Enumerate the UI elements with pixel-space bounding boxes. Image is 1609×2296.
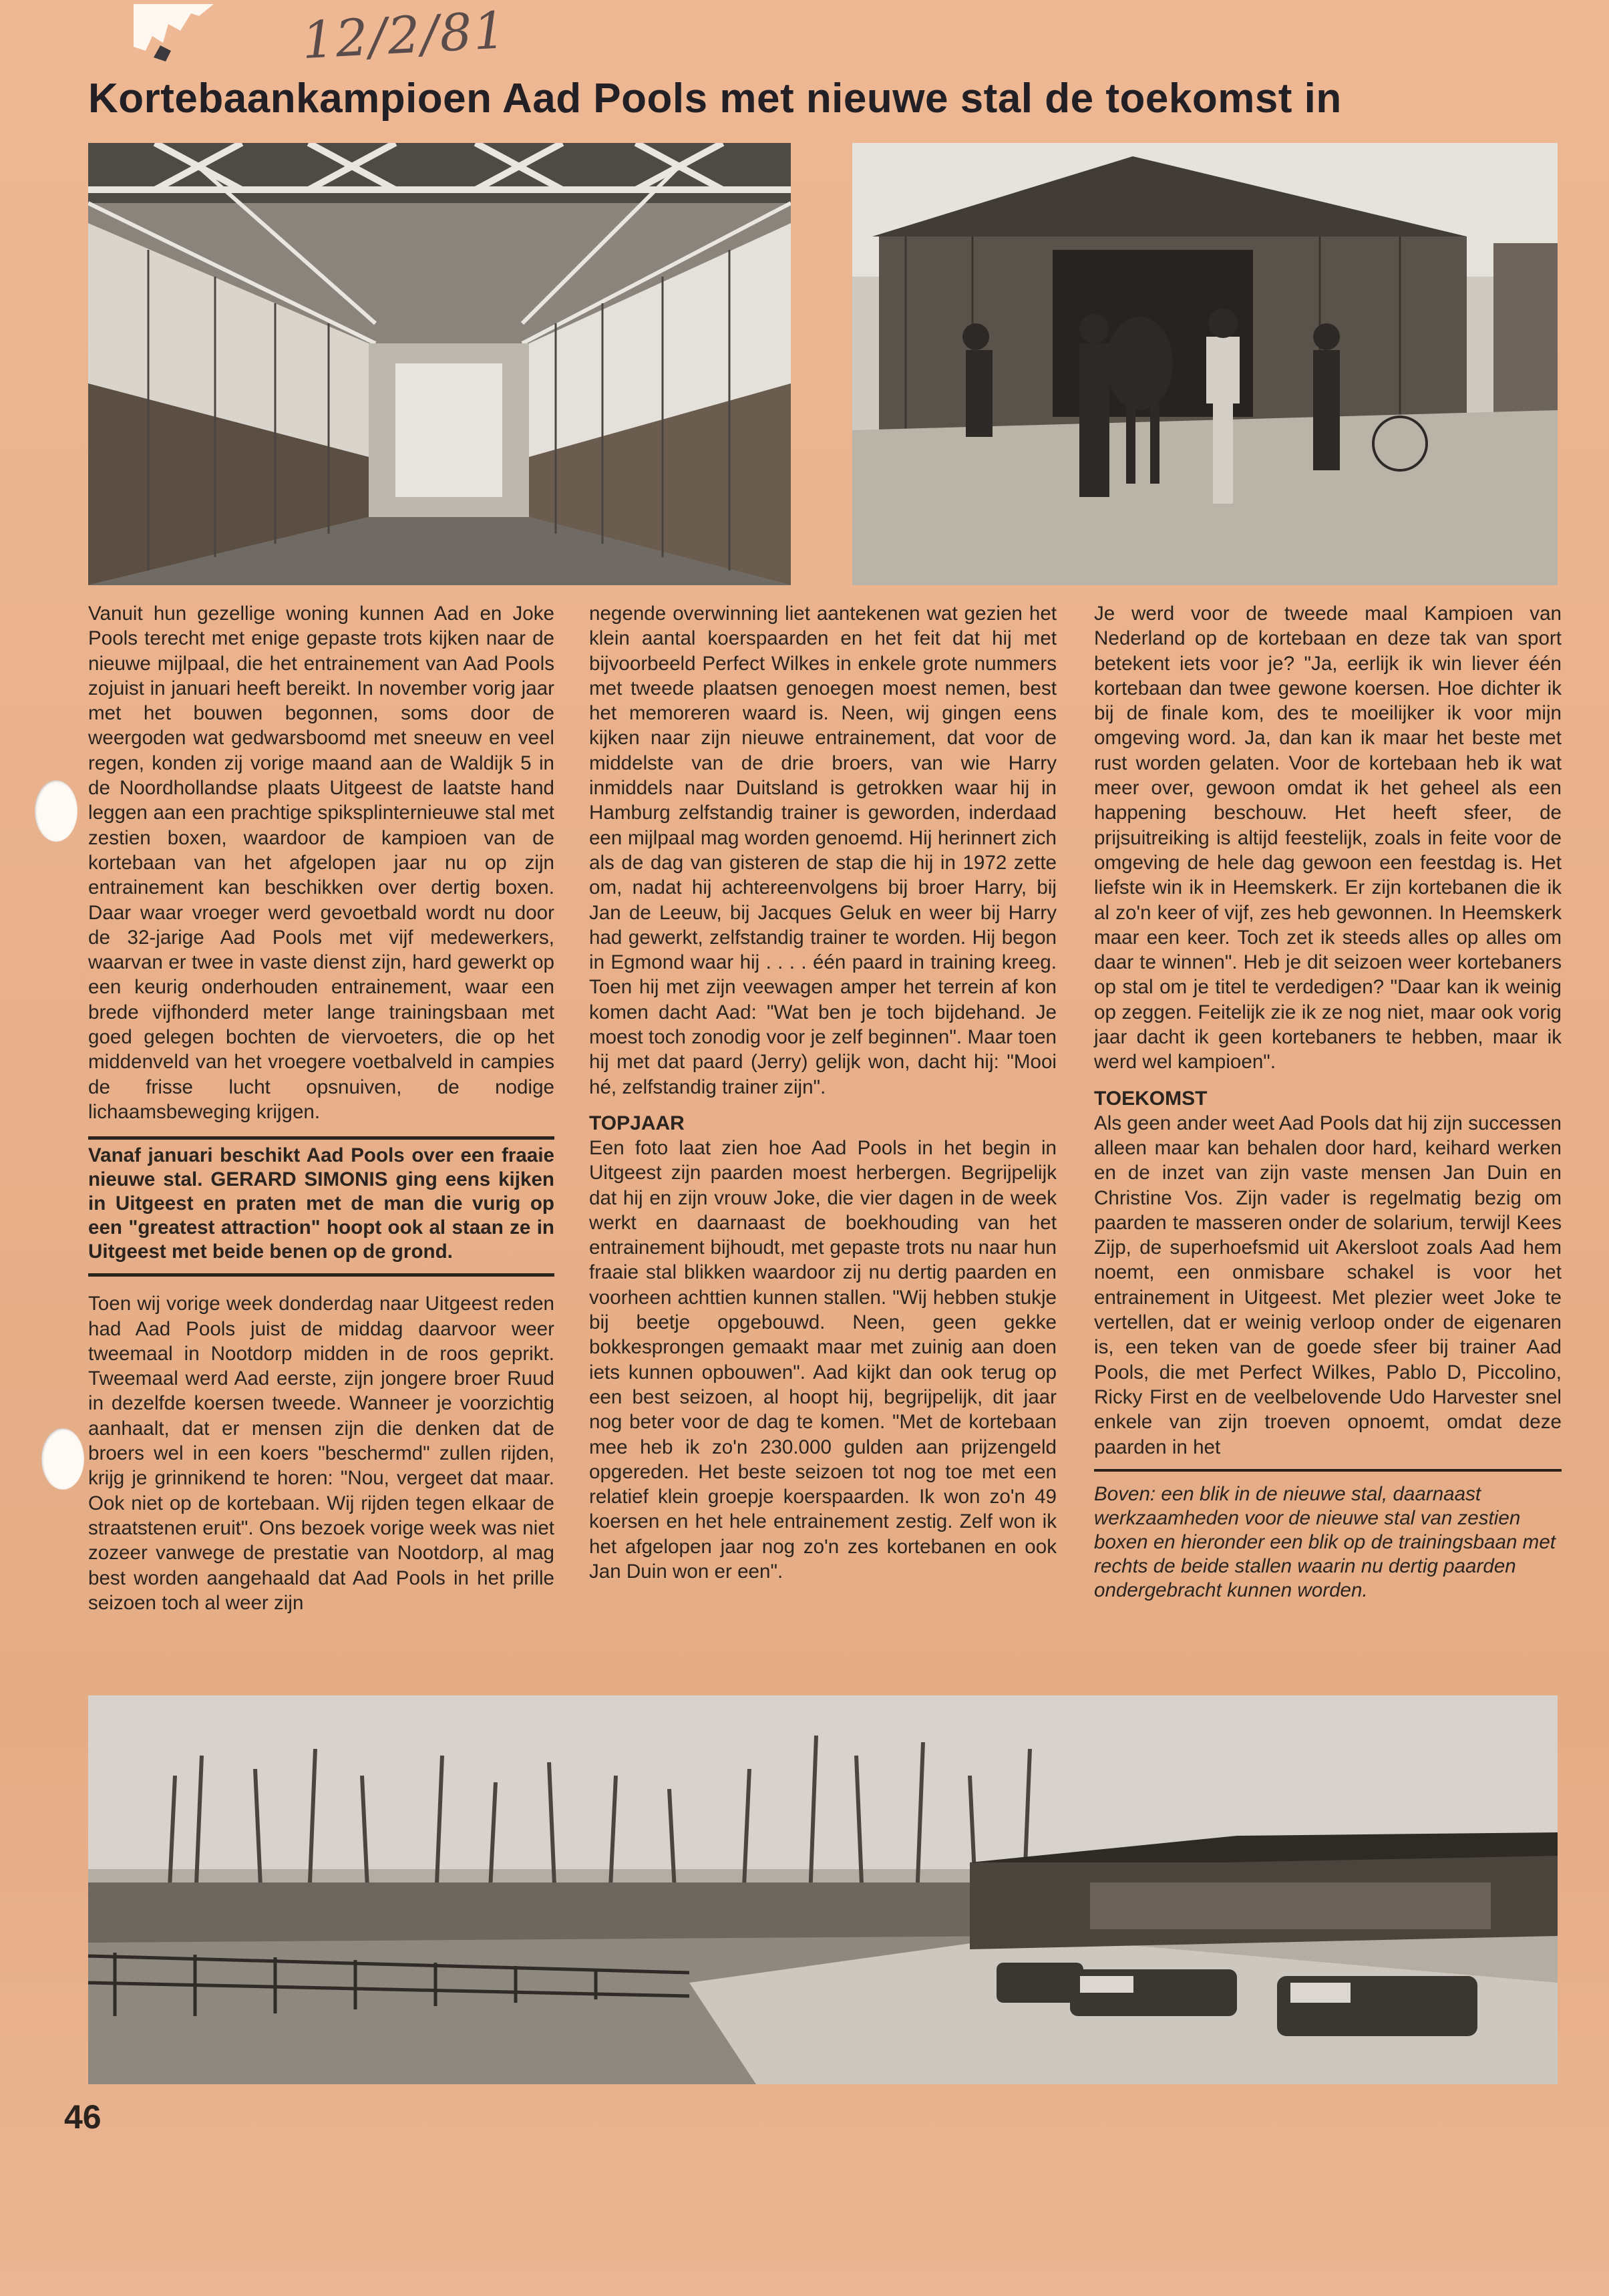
section-heading-toekomst: TOEKOMST bbox=[1094, 1087, 1208, 1110]
article-paragraph: Een foto laat zien hoe Aad Pools in het begin in Uitgeest zijn paarden moest herbergen. Begrijpelijk dat hij en zijn vrouw Joke, die vier dagen in de week werkt en daarnaast de boekhouding van het entrainement bijhoudt, met gepaste trots nu naar hun fraaie stal blikken waardoor zij nu dertig paarden en voorheen achttien kunnen stallen. "Wij hebben stukje bij beetje opgebouwd. Neen, geen gekke bokkesprongen gemaakt maar met zuinig aan doen iets kunnen opbouwen". Aad kijkt dan ook terug op een best seizoen, al hoopt hij, begrijpelijk, dit jaar nog beter voor de dag te komen. "Met de kortebaan mee heb ik zo'n 230.000 gulden aan prijzengeld opgereden. Het beste seizoen tot nog toe met een relatief klein groepje koerspaarden. Ik won zo'n 49 koersen en het hele entrainement zestig. Zelf won ik het afgelopen jaar nog zo'n zes kortebanen en ook Jan Duin won er een". bbox=[589, 1136, 1057, 1583]
stable-interior-photo bbox=[88, 143, 791, 585]
stable-construction-photo bbox=[852, 143, 1558, 585]
section-heading-topjaar: TOPJAAR bbox=[589, 1112, 685, 1134]
article-column-3 bbox=[1094, 601, 1562, 1603]
article-paragraph: negende overwinning liet aantekenen wat gezien het klein aantal koerspaarden en het feit dat hij met bijvoorbeeld Perfect Wilkes in enkele grote nummers met tweede plaatsen genoegen moest nemen, best het memoreren waard is. Neen, wij gingen eens kijken naar zijn nieuwe entrainement, dat voor de middelste van de drie broers, van wie Harry inmiddels naar Duitsland is getrokken waar hij in Hamburg zelfstandig trainer is geworden, inderdaad een mijlpaal mag worden genoemd. Hij herinnert zich als de dag van gisteren de stap die hij in 1972 zette om, nadat hij achtereenvolgens bij broer Harry, bij Jan de Leeuw, bij Jacques Geluk en weer bij Harry had gewerkt, zelfstandig trainer te worden. Hij begon in Egmond waar hij . . . . één paard in training kreeg. Toen hij met zijn veewagen amper het terrein af kon komen dacht Aad: "Wat ben je toch bijdehand. Je moest toch zonodig voor je zelf beginnen". Maar toen hij met dat paard (Jerry) gelijk won, dacht hij: "Mooi hé, zelfstandig trainer zijn". bbox=[589, 603, 1057, 1098]
torn-corner bbox=[134, 4, 214, 77]
training-track-photo bbox=[88, 1695, 1558, 2084]
article-column-2 bbox=[589, 601, 1057, 1584]
article-paragraph: Als geen ander weet Aad Pools dat hij zijn successen alleen maar kan behalen door hard, keihard werken en de inzet van zijn vaste mensen Jan Duin en Christine Vos. Zijn vader is regelmatig bezig om paarden te masseren onder de solarium, terwijl Kees Zijp, de superhoefsmid uit Akersloot zoals Aad hem noemt, een onmisbare schakel is voor het entrainement in Uitgeest. Met plezier weet Joke te vertellen, dat er weinig verloop onder de eigenaren is, een teken van de goede sfeer bij trainer Aad Pools, die met Perfect Wilkes, Pablo D, Piccolino, Ricky First en de veelbelovende Udo Harvester snel enkele van zijn troeven opnoemt, omdat deze paarden in het bbox=[1094, 1112, 1562, 1458]
handwritten-date: 12/2/81 bbox=[300, 0, 509, 70]
punch-hole bbox=[41, 1428, 84, 1490]
article-paragraph: Je werd voor de tweede maal Kampioen van Nederland op de kortebaan en deze tak van sport betekent iets voor je? "Ja, eerlijk ik win liever één kortebaan dan twee gewone koersen. Hoe dichter ik bij de finale kom, des te moeilijker ik voor mijn omgeving word. Ja, dan kan ik maar het beste met rust worden gelaten. Voor de kortebaan heb ik wat meer over, gewoon omdat ik het geheel als een happening beschouw. Het heeft sfeer, de prijsuitreiking is altijd feestelijk, zoals in feite voor de omgeving de hele dag gewoon een feestdag is. Het liefste win ik in Heemskerk. Er zijn kortebanen die ik al zo'n keer of vijf, zes heb gewonnen. In Heemskerk maar een keer. Toch zet ik steeds alles op alles om daar te winnen". Heb je dit seizoen weer kortebaners op stal om je titel te verdedigen? "Daar kan ik weinig op zeggen. Feitelijk zie ik ze nog niet, maar ook vorig jaar dacht ik geen kortebaners te hebben, maar ik werd wel kampioen". bbox=[1094, 603, 1562, 1074]
article-title: Kortebaankampioen Aad Pools met nieuwe stal de toekomst in bbox=[88, 75, 1342, 122]
article-paragraph: Vanuit hun gezellige woning kunnen Aad en Joke Pools terecht met enige gepaste trots kijken naar de nieuwe mijlpaal, die het entrainement van Aad Pools zojuist in januari heeft bereikt. In november vorig jaar met het bouwen begonnen, soms door de weergoden wat gedwarsboomd met sneeuw en veel regen, konden zij vorige maand aan de Waldijk 5 in de Noordhollandse plaats Uitgeest de laatste hand leggen aan een prachtige spiksplinternieuwe stal met zestien boxen, waardoor de kampioen van de kortebaan van het afgelopen jaar nu op zijn entrainement kan beschikken over dertig boxen. Daar waar vroeger werd gevoetbald wordt nu door de 32-jarige Aad Pools met vijf medewerkers, waarvan er twee in vaste dienst zijn, hard gewerkt op een keurig onderhouden entrainement, waar een brede vijfhonderd meter lange trainingsbaan met goed gelegen bochten de viervoeters, die op het middenveld van het vroegere voetbalveld in campies de frisse lucht opsnuiven, de nodige lichaamsbeweging krijgen. bbox=[88, 603, 554, 1123]
article-column-1 bbox=[88, 601, 554, 1615]
punch-hole bbox=[35, 780, 77, 842]
photo-caption: Boven: een blik in de nieuwe stal, daarnaast werkzaamheden voor de nieuwe stal van zestien boxen en hieronder een blik op de trainingsbaan met rechts de beide stallen waarin nu dertig paarden ondergebracht kunnen worden. bbox=[1094, 1469, 1562, 1603]
page-number: 46 bbox=[64, 2098, 102, 2136]
article-intro: Vanaf januari beschikt Aad Pools over een fraaie nieuwe stal. GERARD SIMONIS ging eens kijken in Uitgeest en praten met de man die vurig op een "greatest attraction" hoopt ook al staan ze in Uitgeest met beide benen op de grond. bbox=[88, 1136, 554, 1277]
article-paragraph: Toen wij vorige week donderdag naar Uitgeest reden had Aad Pools juist de middag daarvoor weer tweemaal in Nootdorp midden in de roos geprikt. Tweemaal werd Aad eerste, zijn jongere broer Ruud in dezelfde koersen tweede. Wanneer je voorzichtig aanhaalt, dat er mensen zijn die denken dat de broers wel in een koers "beschermd" zullen rijden, krijg je grinnikend te horen: "Nou, vergeet dat maar. Ook niet op de kortebaan. Wij rijden tegen elkaar de straatstenen eruit". Ons bezoek vorige week was niet zozeer vanwege de prestatie van Nootdorp, al mag best worden aangehaald dat Aad Pools in het prille seizoen toch al weer zijn bbox=[88, 1293, 554, 1614]
